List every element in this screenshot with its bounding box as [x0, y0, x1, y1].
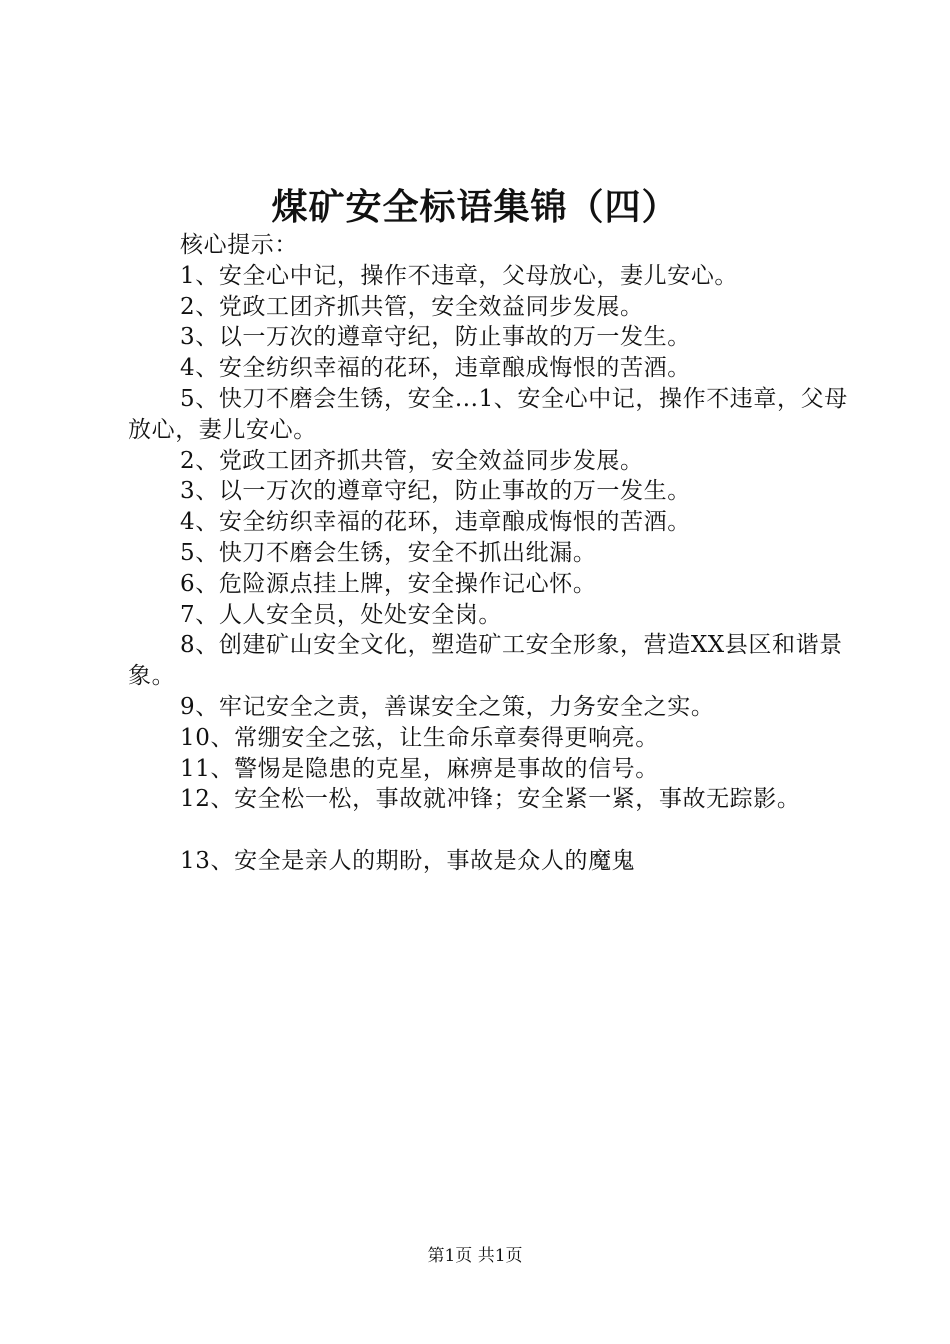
paragraph-item: 4、安全纺织幸福的花环，违章酿成悔恨的苦酒。 [180, 509, 691, 536]
paragraph-item: 7、人人安全员，处处安全岗。 [180, 601, 503, 628]
paragraph-item: 13、安全是亲人的期盼，事故是众人的魔鬼 [180, 847, 636, 874]
paragraph-gap [128, 815, 868, 846]
paragraph-item: 6、危险源点挂上牌，安全操作记心怀。 [180, 570, 597, 597]
page-title: 煤矿安全标语集锦（四） [271, 186, 679, 228]
page-footer: 第1页 共1页 [427, 1246, 523, 1266]
document-body [128, 230, 868, 877]
paragraph-item: 4、安全纺织幸福的花环，违章酿成悔恨的苦酒。 [180, 355, 691, 382]
paragraph-item: 12、安全松一松，事故就冲锋；安全紧一紧，事故无踪影。 [180, 786, 801, 813]
paragraph-item: 5、快刀不磨会生锈，安全...1、安全心中记，操作不违章，父母放心，妻儿安心。 [128, 385, 848, 443]
paragraph-item: 2、党政工团齐抓共管，安全效益同步发展。 [180, 293, 644, 320]
paragraph-item: 1、安全心中记，操作不违章，父母放心，妻儿安心。 [180, 262, 739, 289]
paragraph-item: 2、党政工团齐抓共管，安全效益同步发展。 [180, 447, 644, 474]
paragraph-item: 3、以一万次的遵章守纪，防止事故的万一发生。 [180, 324, 691, 351]
paragraph-item: 8、创建矿山安全文化，塑造矿工安全形象，营造XX县区和谐景象。 [128, 632, 843, 690]
paragraph-item: 3、以一万次的遵章守纪，防止事故的万一发生。 [180, 478, 691, 505]
paragraph-intro: 核心提示： [180, 232, 298, 258]
paragraph-item: 9、牢记安全之责，善谋安全之策，力务安全之实。 [180, 693, 715, 720]
paragraph-item: 11、警惕是隐患的克星，麻痹是事故的信号。 [180, 755, 659, 782]
paragraph-item: 10、常绷安全之弦，让生命乐章奏得更响亮。 [180, 724, 659, 751]
paragraph-item: 5、快刀不磨会生锈，安全不抓出纰漏。 [180, 539, 597, 566]
